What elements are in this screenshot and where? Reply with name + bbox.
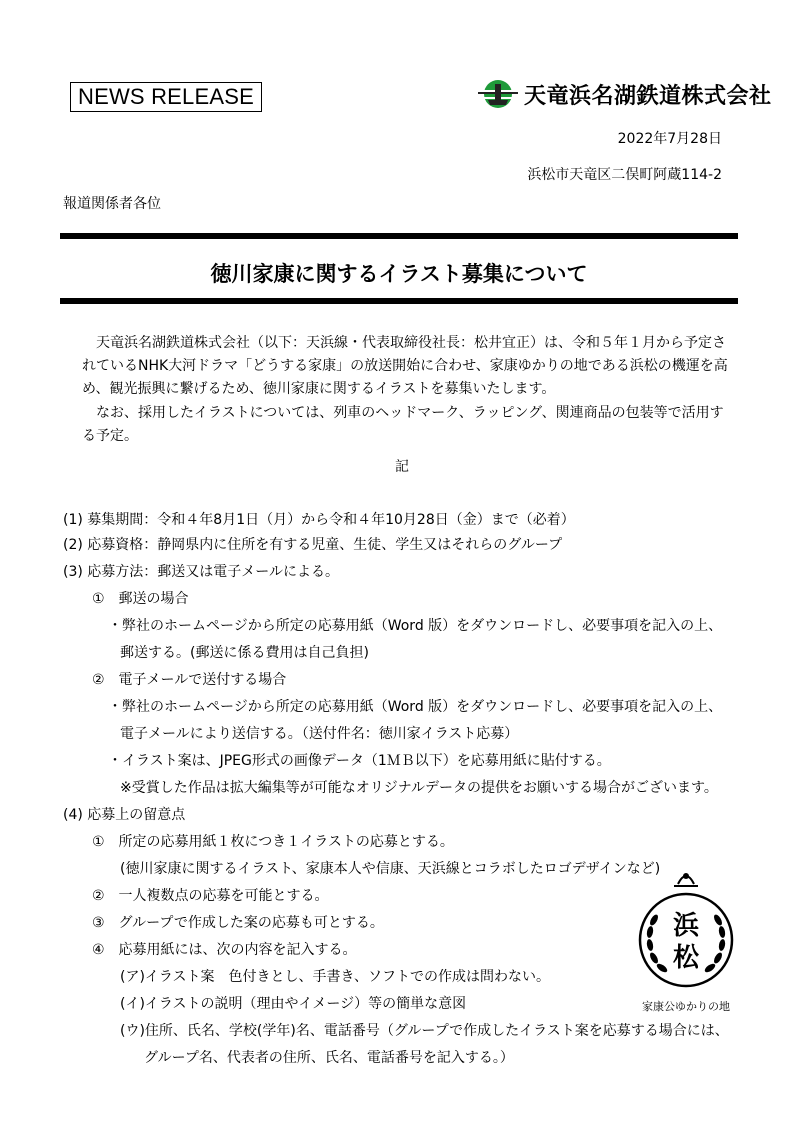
note-4: ④ 応募用紙には、次の内容を記入する。 [92,942,357,958]
page-title: 徳川家康に関するイラスト募集について [210,262,588,286]
seal-emblem-icon [630,862,742,1018]
news-release-label: NEWS RELEASE [70,82,262,112]
hamamatsu-seal [630,862,742,1018]
intro-paragraph-2: なお、採用したイラストについては、列車のヘッドマーク、ラッピング、関連商品の包装等で活用する予定。 [82,405,724,444]
item-eligibility: (2) 応募資格：静岡県内に住所を有する児童、生徒、学生又はそれらのグループ [63,537,563,553]
method-email-text-3: ・イラスト案は、JPEG形式の画像データ（1ＭＢ以下）を応募用紙に貼付する。 [108,753,611,769]
seal-caption: 家康公ゆかりの地 [642,1000,730,1013]
item-period: (1) 募集期間：令和４年8月1日（月）から令和４年10月28日（金）まで（必着） [63,512,575,528]
method-mail-text-1: ・弊社のホームページから所定の応募用紙（Word 版）をダウンロードし、必要事項を記入の上、 [108,618,723,634]
note-2: ② 一人複数点の応募を可能とする。 [92,888,329,904]
method-email-heading: ② 電子メールで送付する場合 [92,672,287,688]
company-address: 浜松市天竜区二俣町阿蔵114-2 [527,167,722,183]
note-4-c: (ウ)住所、氏名、学校(学年)名、電話番号（グループで作成したイラスト案を応募する場合には、 [120,1023,729,1039]
method-email-text-1: ・弊社のホームページから所定の応募用紙（Word 版）をダウンロードし、必要事項を記入の上、 [108,699,723,715]
method-email-text-2: 電子メールにより送信する。（送付件名：徳川家イラスト応募） [120,726,519,742]
title-rule-top [60,233,738,239]
release-date: 2022年7月28日 [617,131,722,147]
item-notes: (4) 応募上の留意点 [63,807,186,823]
method-mail-text-2: 郵送する。(郵送に係る費用は自己負担) [120,645,369,661]
intro-paragraph-1: 天竜浜名湖鉄道株式会社（以下：天浜線・代表取締役社長：松井宜正）は、令和５年１月から予定されているNHK大河ドラマ「どうする家康」の放送開始に合わせ、家康ゆかりの地である浜松の機運を高め、観光振興に繋げるため、徳川家康に関するイラストを募集いたします。 [82,335,728,397]
company-logo-icon [478,78,518,110]
method-email-note: ※受賞した作品は拡大編集等が可能なオリジナルデータの提供をお願いする場合がございます。 [120,780,718,796]
company-name: 天竜浜名湖鉄道株式会社 [524,83,772,109]
company-logo-block [478,78,772,110]
item-method: (3) 応募方法：郵送又は電子メールによる。 [63,564,340,580]
note-4-b: (イ)イラストの説明（理由やイメージ）等の簡単な意図 [120,996,467,1012]
note-1: ① 所定の応募用紙１枚につき１イラストの応募とする。 [92,834,454,850]
addressee: 報道関係者各位 [63,196,161,212]
seal-char-1: 浜 [672,911,700,941]
seal-char-2: 松 [672,943,700,973]
note-1-detail: (徳川家康に関するイラスト、家康本人や信康、天浜線とコラボしたロゴデザインなど) [120,861,661,877]
method-mail-heading: ① 郵送の場合 [92,591,189,607]
ki-marker: 記 [395,459,409,475]
title-rule-bottom [60,298,738,304]
note-4-d: グループ名、代表者の住所、氏名、電話番号を記入する。） [144,1050,514,1066]
note-4-a: (ア)イラスト案 色付きとし、手書き、ソフトでの作成は問わない。 [120,969,550,985]
note-3: ③ グループで作成した案の応募も可とする。 [92,915,384,931]
